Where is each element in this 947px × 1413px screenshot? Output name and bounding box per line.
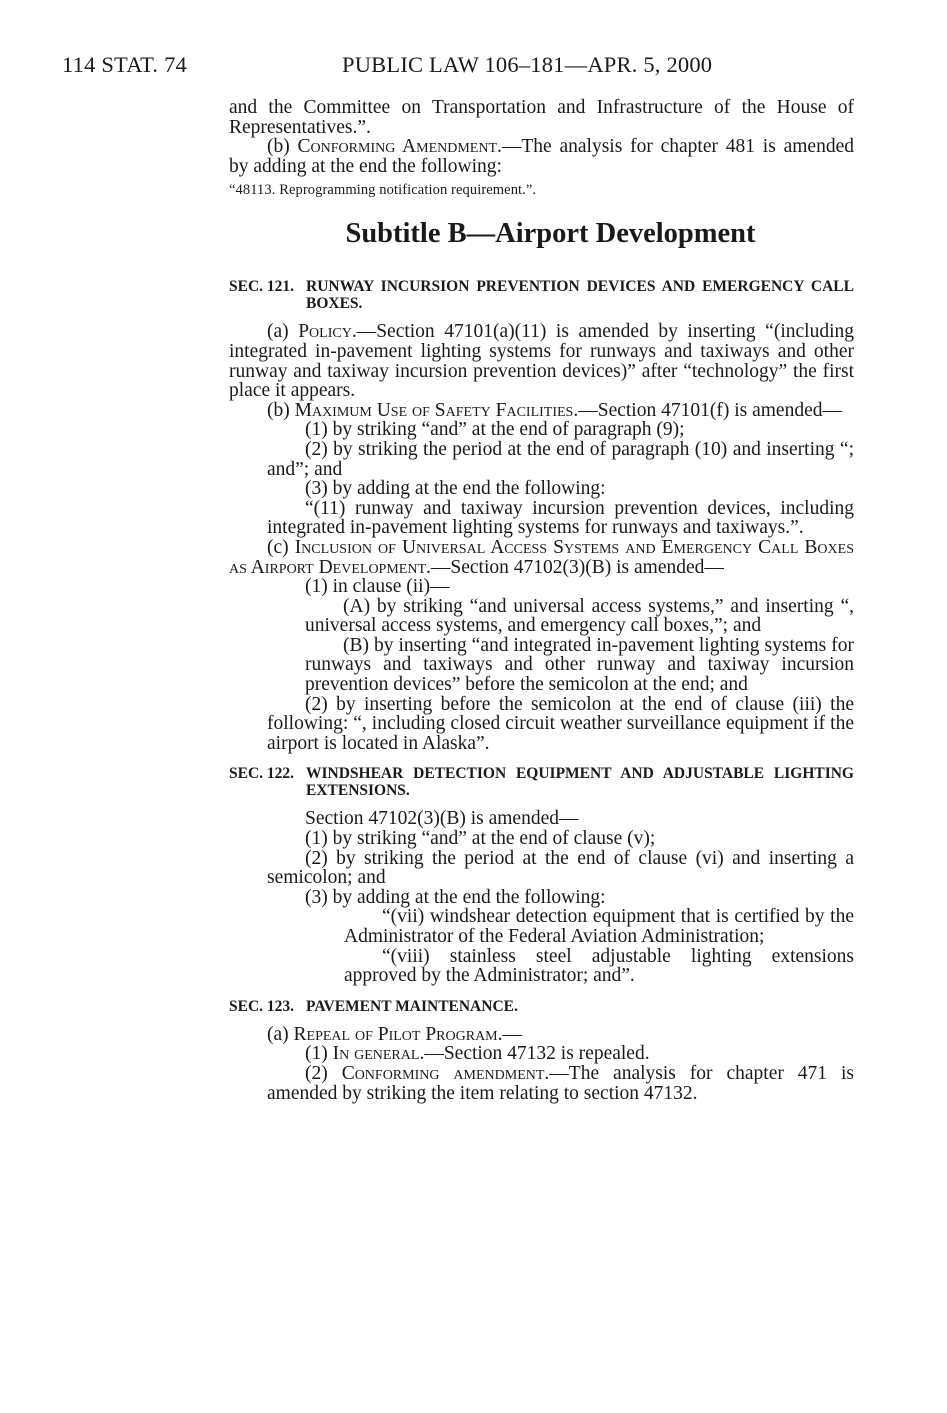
sec121-c-clause-A: (A) by striking “and universal access systems,” and inserting “, universal access systems, and emergency call boxes,”; and	[305, 595, 854, 637]
conforming-amendment-heading: Conforming Amendment	[297, 136, 497, 158]
sec121-subsection-a: (a) Policy.—Section 47101(a)(11) is amended by inserting “(including integrated in-pavement lighting systems for runways and taxiways and other runway and taxiway incursion prevention devices)” after “technology” the first place it appears.	[229, 321, 854, 402]
section-123-heading: SEC. 123. PAVEMENT MAINTENANCE.	[229, 997, 518, 1015]
sec121-b-quoted-text: “(11) runway and taxiway incursion prevention devices, including integrated in-pavement lighting systems for runways and taxiways.”.	[267, 497, 854, 539]
page-body	[229, 98, 854, 1103]
sec121-b-paragraph-1: (1) by striking “and” at the end of paragraph (9);	[305, 419, 685, 441]
sec123-subsection-a: (a) Repeal of Pilot Program.—	[267, 1023, 523, 1045]
sec122-clause-vii: “(vii) windshear detection equipment that is certified by the Administrator of the Federal Aviation Administration;	[344, 906, 854, 947]
analysis-item: “48113. Reprogramming notification requirement.”.	[229, 182, 537, 199]
sec123-paragraph-1: (1) In general.—Section 47132 is repealed.	[305, 1043, 650, 1065]
subtitle-heading: Subtitle B—Airport Development	[345, 218, 756, 250]
section-122-heading: SEC. 122. WINDSHEAR DETECTION EQUIPMENT AND ADJUSTABLE LIGHTING EXTENSIONS.	[229, 765, 854, 800]
sec121-c-paragraph-1: (1) in clause (ii)—	[305, 576, 450, 598]
sec122-paragraph-2: (2) by striking the period at the end of clause (vi) and inserting a semicolon; and	[267, 847, 854, 889]
sec121-c-clause-B: (B) by inserting “and integrated in-pavement lighting systems for runways and taxiways and other runway and taxiway incursion prevention devices” before the semicolon at the end; and	[305, 634, 854, 696]
sec123-paragraph-2: (2) Conforming amendment.—The analysis for chapter 471 is amended by striking the item relating to section 47132.	[267, 1062, 854, 1104]
sec121-b-paragraph-2: (2) by striking the period at the end of paragraph (10) and inserting “; and”; and	[267, 438, 854, 480]
intro-paragraph: and the Committee on Transportation and Infrastructure of the House of Representatives.”.	[229, 97, 854, 138]
sec121-subsection-c: (c) Inclusion of Universal Access Systems and Emergency Call Boxes as Airport Development.—Section 47102(3)(B) is amended—	[229, 536, 854, 578]
sec121-subsection-b: (b) Maximum Use of Safety Facilities.—Section 47101(f) is amended—	[267, 399, 842, 421]
sec121-c-paragraph-2: (2) by inserting before the semicolon at the end of clause (iii) the following: “, including closed circuit weather surveillance equipment if the airport is located in Alaska”.	[267, 693, 854, 754]
sec122-paragraph-1: (1) by striking “and” at the end of clause (v);	[305, 828, 656, 850]
sec122-clause-viii: “(viii) stainless steel adjustable lighting extensions approved by the Administrator; and”.	[344, 945, 854, 987]
conforming-amendment-paragraph: (b) Conforming Amendment.—The analysis for chapter 481 is amended by adding at the end the following:	[229, 136, 854, 177]
sec122-paragraph-3: (3) by adding at the end the following:	[305, 886, 606, 908]
running-title: PUBLIC LAW 106–181—APR. 5, 2000	[342, 52, 713, 77]
section-121-heading: SEC. 121. RUNWAY INCURSION PREVENTION DEVICES AND EMERGENCY CALL BOXES.	[229, 278, 854, 313]
sec122-intro: Section 47102(3)(B) is amended—	[305, 808, 579, 830]
stat-page-number: 114 STAT. 74	[62, 52, 187, 77]
sec121-b-paragraph-3: (3) by adding at the end the following:	[305, 478, 606, 500]
